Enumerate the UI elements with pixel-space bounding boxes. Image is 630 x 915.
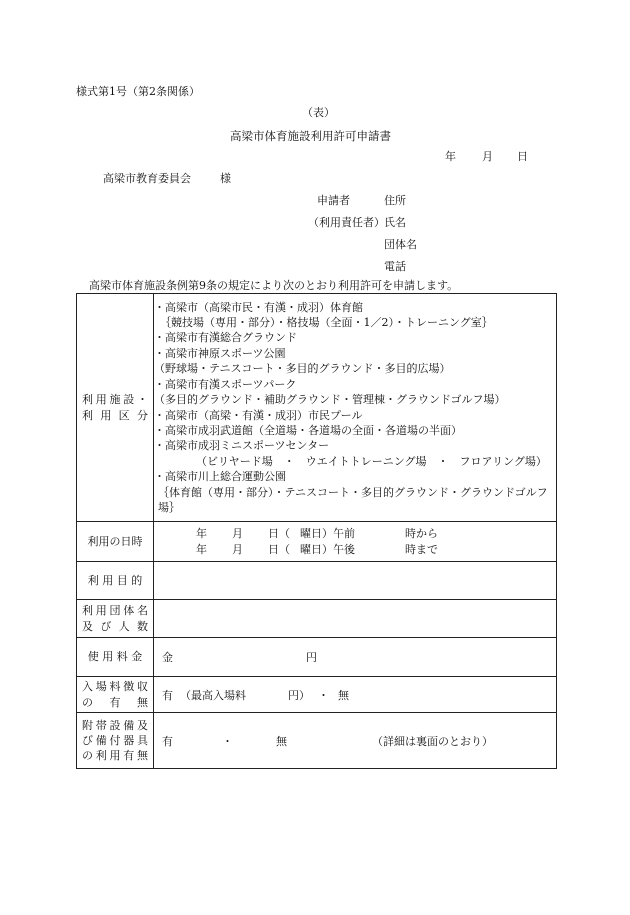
entry-no[interactable]: 無: [338, 688, 349, 702]
purpose-label: 利 用 目 的: [77, 562, 154, 600]
form-number: 様式第1号（第2条関係）: [76, 85, 200, 98]
entry-yes[interactable]: 有: [162, 688, 173, 702]
name-label: 氏名: [384, 216, 406, 229]
facility-line: ・高梁市（高梁・有漢・成羽）市民プール: [154, 408, 363, 422]
facility-line: ・高梁市成羽武道館（全道場・各道場の全面・各道場の半面）: [154, 423, 462, 437]
facility-line: ・高梁市神原スポーツ公園: [154, 346, 286, 360]
applicant-label: 申請者: [317, 194, 350, 207]
fee-row: [77, 638, 557, 677]
equipment-label: 附帯設備及 び備付器具 の利用有無: [77, 713, 154, 769]
facility-line: （多目的グラウンド・補助グラウンド・管理棟・グラウンドゴルフ場）: [154, 393, 506, 407]
facility-list[interactable]: [154, 294, 557, 522]
intro-text: 高梁市体育施設条例第9条の規定により次のとおり利用許可を申請します。: [89, 279, 459, 292]
facility-label: 利用施設・ 利 用 区 分: [77, 294, 154, 522]
fee-field[interactable]: [154, 638, 557, 677]
facility-line: ｛体育館（専用・部分）・テニスコート・多目的グラウンド・グラウンドゴルフ場｝: [158, 485, 548, 514]
entry-detail-open: （最高入場料: [180, 688, 246, 702]
datetime-field[interactable]: [154, 522, 557, 562]
facility-line: ・高梁市有漢スポーツパーク: [154, 377, 297, 391]
facility-line: ・高梁市（高梁市民・有漢・成羽）体育館: [154, 300, 363, 314]
equipment-field[interactable]: [154, 713, 557, 769]
datetime-end: 年 月 日（ 曜日） 午後 時まで: [196, 542, 438, 556]
entry-fee-field[interactable]: [154, 677, 557, 713]
application-table: [76, 293, 557, 769]
facility-row: [77, 294, 557, 522]
facility-line: （ビリヤード場 ・ ウエイトトレーニング場 ・ フロアリング場）: [196, 454, 547, 468]
datetime-row: [77, 522, 557, 562]
equipment-dot: ・: [222, 734, 233, 748]
address-label: 住所: [384, 194, 406, 207]
date-month: 月: [482, 150, 493, 163]
phone-label: 電話: [384, 260, 406, 273]
group-count-field[interactable]: [154, 600, 557, 638]
purpose-field[interactable]: [154, 562, 557, 600]
entry-detail-close: 円）: [288, 688, 310, 702]
facility-line: ｛競技場（専用・部分）・格技場（全面・1／2）・トレーニング室｝: [160, 316, 493, 330]
entry-fee-row: [77, 677, 557, 713]
purpose-row: [77, 562, 557, 600]
datetime-start: 年 月 日（ 曜日） 午前 時から: [196, 526, 438, 540]
equipment-yes[interactable]: 有: [162, 734, 173, 748]
date-year: 年: [445, 150, 456, 163]
datetime-label: 利用の日時: [77, 522, 154, 562]
side-label: （表）: [302, 106, 335, 119]
facility-line: ・高梁市成羽ミニスポーツセンター: [154, 439, 330, 453]
form-title: 高梁市体育施設利用許可申請書: [230, 129, 391, 143]
facility-line: ・高梁市川上総合運動公園: [154, 470, 286, 484]
equipment-note: （詳細は裏面のとおり）: [372, 734, 493, 748]
equipment-no[interactable]: 無: [276, 734, 287, 748]
fee-prefix: 金: [162, 651, 173, 664]
entry-dot: ・: [318, 688, 329, 702]
fee-unit: 円: [306, 651, 317, 664]
responsible-label: （利用責任者）: [308, 216, 385, 229]
facility-line: ・高梁市有漢総合グラウンド: [154, 331, 297, 345]
equipment-row: [77, 713, 557, 769]
group-count-label: 利用団体名 及 び 人 数: [77, 600, 154, 638]
group-label: 団体名: [384, 238, 417, 251]
fee-label: 使 用 料 金: [77, 638, 154, 677]
addressee-honorific: 様: [220, 172, 231, 185]
group-row: [77, 600, 557, 638]
date-day: 日: [517, 150, 528, 163]
entry-fee-label: 入場料徴収 の 有 無: [77, 677, 154, 713]
addressee-name: 高梁市教育委員会: [103, 172, 191, 185]
facility-line: （野球場・テニスコート・多目的グラウンド・多目的広場）: [154, 362, 451, 376]
